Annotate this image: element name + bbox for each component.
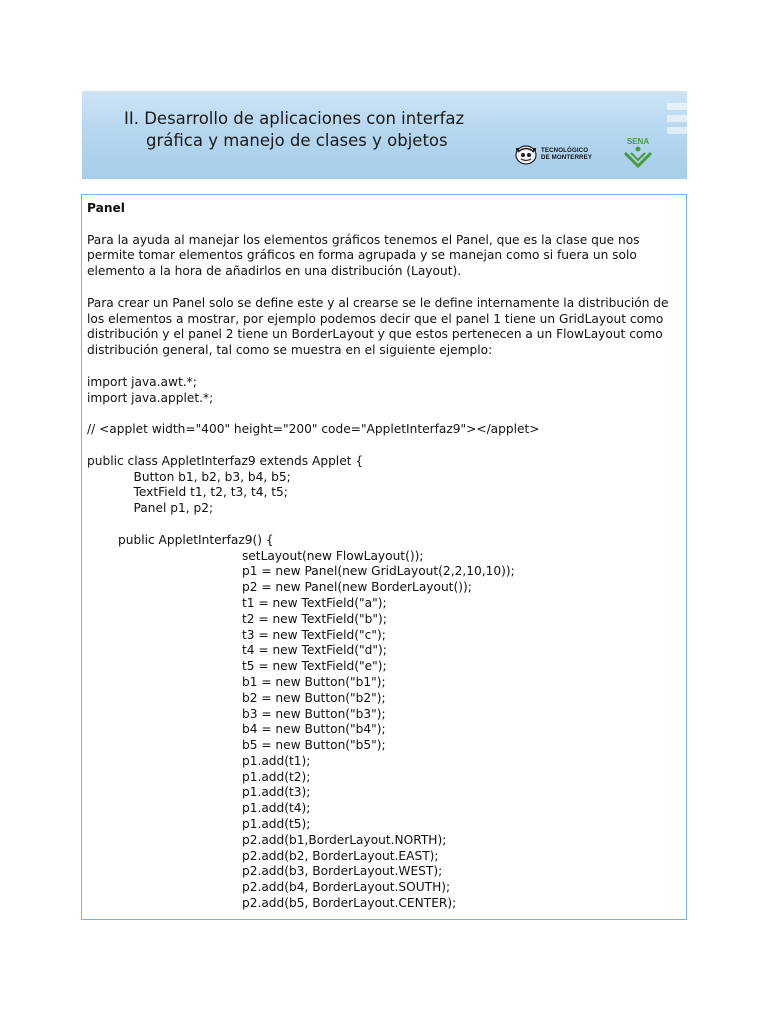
code-line — [87, 517, 682, 533]
code-line: p2.add(b4, BorderLayout.SOUTH); — [87, 880, 451, 895]
code-line: b2 = new Button("b2"); — [87, 690, 386, 705]
code-line: p1 = new Panel(new GridLayout(2,2,10,10)); — [87, 564, 515, 579]
banner-stripe — [667, 103, 687, 110]
sena-logo-icon — [620, 135, 656, 171]
code-line: t3 = new TextField("c"); — [87, 627, 386, 642]
code-line: p1.add(t2); — [87, 769, 311, 784]
section-title: Panel — [87, 201, 125, 215]
page-title-line2: gráfica y manejo de clases y objetos — [146, 131, 448, 150]
code-line: Panel p1, p2; — [87, 501, 214, 516]
banner-stripe — [667, 115, 687, 122]
code-line: b1 = new Button("b1"); — [87, 674, 386, 689]
page-title — [124, 108, 464, 152]
code-line: TextField t1, t2, t3, t4, t5; — [87, 485, 288, 500]
tec-seal-icon — [514, 143, 538, 165]
code-line: p2.add(b1,BorderLayout.NORTH); — [87, 832, 447, 847]
code-line: b3 = new Button("b3"); — [87, 706, 386, 721]
code-line: setLayout(new FlowLayout()); — [87, 548, 424, 563]
code-line: p1.add(t1); — [87, 753, 311, 768]
header-banner — [82, 91, 687, 179]
tec-logo-line2: DE MONTERREY — [541, 154, 593, 161]
tec-logo-line1: TECNOLÓGICO — [541, 147, 589, 154]
tec-logo-text — [541, 147, 592, 161]
code-line: t1 = new TextField("a"); — [87, 595, 387, 610]
page-title-line1: II. Desarrollo de aplicaciones con interfaz — [124, 109, 465, 128]
tec-monterrey-logo — [514, 141, 606, 169]
content-box — [81, 194, 687, 920]
code-line: Button b1, b2, b3, b4, b5; — [87, 469, 291, 484]
code-line: import java.awt.*; — [87, 374, 197, 389]
code-line: public class AppletInterfaz9 extends Applet { — [87, 453, 364, 468]
sena-logo-text: SENA — [626, 137, 650, 146]
code-line: p2.add(b5, BorderLayout.CENTER); — [87, 896, 457, 911]
code-line: p2 = new Panel(new BorderLayout()); — [87, 580, 472, 595]
code-line: // <applet width="400" height="200" code="AppletInterfaz9"></applet> — [87, 422, 540, 437]
code-line: public AppletInterfaz9() { — [87, 532, 274, 547]
code-line: t4 = new TextField("d"); — [87, 643, 387, 658]
code-line — [87, 406, 682, 422]
code-line: p2.add(b2, BorderLayout.EAST); — [87, 848, 439, 863]
banner-stripe — [667, 127, 687, 134]
content-body — [87, 201, 682, 912]
paragraph-explanation: Para crear un Panel solo se define este y al crearse se le define internamente la distribución de los elementos a mostrar, por ejemplo podemos decir que el panel 1 tiene un GridLayout como distribución y el panel 2 tiene un BorderLayout y que estos pertenecen a un FlowLayout como distribución general, tal como se muestra en el siguiente ejemplo: — [87, 295, 669, 358]
code-line: b5 = new Button("b5"); — [87, 738, 386, 753]
code-line: p1.add(t5); — [87, 817, 311, 832]
code-line: b4 = new Button("b4"); — [87, 722, 386, 737]
code-line — [87, 438, 682, 454]
code-block — [87, 375, 682, 912]
code-line: t5 = new TextField("e"); — [87, 659, 387, 674]
code-line: p1.add(t3); — [87, 785, 311, 800]
code-line: import java.applet.*; — [87, 390, 214, 405]
code-line: p1.add(t4); — [87, 801, 311, 816]
code-line: t2 = new TextField("b"); — [87, 611, 387, 626]
code-line: p2.add(b3, BorderLayout.WEST); — [87, 864, 443, 879]
paragraph-intro: Para la ayuda al manejar los elementos gráficos tenemos el Panel, que es la clase que nos permite tomar elementos gráficos en forma agrupada y se manejan como si fuera un solo elemento a la hora de añadirlos en una distribución (Layout). — [87, 232, 640, 279]
